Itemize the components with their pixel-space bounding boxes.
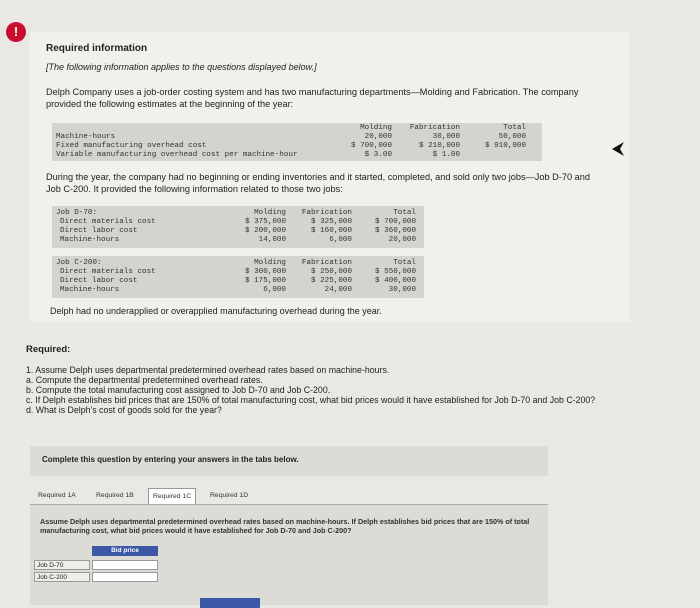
estimates-fabrication-value: $ 210,000 [418,142,460,150]
job-c200-total-header: Total [393,259,416,267]
job-d70-fabrication-value: $ 325,000 [310,218,352,226]
job-c200-bid-price-input[interactable] [92,572,158,582]
job-d70-total-value: $ 360,000 [374,227,416,235]
tab-required-1d[interactable]: Required 1D [210,492,249,499]
job-c200-title: Job C-200: [56,259,102,267]
required-item: 1. Assume Delph uses departmental predetermined overhead rates based on machine-hours. [26,365,390,375]
estimates-fabrication-value: $ 1.00 [432,151,460,159]
job-c200-row-label: Direct labor cost [60,277,138,285]
job-d70-bid-price-input[interactable] [92,560,158,570]
during-year-paragraph: During the year, the company had no beginning or ending inventories and it started, completed, and sold only two jobs—Job D-70 and Job C-200. It provided the following information related to those two jobs: [46,172,590,194]
job-d70-title: Job D-70: [56,209,98,217]
job-d70-total-value: $ 700,000 [374,218,416,226]
job-c200-molding-value: 6,000 [263,286,286,294]
job-d70-molding-value: $ 375,000 [244,218,286,226]
estimates-molding-header: Molding [360,124,392,132]
instructions-text: Complete this question by entering your answers in the tabs below. [42,455,299,464]
estimates-fabrication-header: Fabrication [409,124,460,132]
estimates-row-label: Machine-hours [56,133,116,141]
job-d70-row-label: Direct labor cost [60,227,138,235]
estimates-total-value: $ 910,000 [484,142,526,150]
job-c200-total-value: $ 400,000 [374,277,416,285]
job-d70-fabrication-value: $ 160,000 [310,227,352,235]
job-d70-total-header: Total [393,209,416,217]
estimates-molding-value: $ 3.00 [364,151,392,159]
job-c200-molding-value: $ 300,000 [244,268,286,276]
required-item: a. Compute the departmental predetermined overhead rates. [26,375,263,385]
mouse-cursor-icon [610,140,626,158]
required-item: c. If Delph establishes bid prices that are 150% of total manufacturing cost, what bid prices would it have established for Job D-70 and Job C-200? [26,395,596,405]
next-tab-button[interactable] [200,598,260,608]
estimates-molding-value: $ 700,000 [350,142,392,150]
job-c200-row-label: Direct materials cost [60,268,156,276]
estimates-molding-value: 20,000 [364,133,392,141]
job-c200-molding-header: Molding [254,259,286,267]
estimates-row-label: Variable manufacturing overhead cost per machine-hour [56,151,298,159]
required-list [26,365,626,415]
no-underapplied-note: Delph had no underapplied or overapplied manufacturing overhead during the year. [50,306,382,316]
job-d70-row-label: Job D-70 [34,560,90,570]
job-d70-total-value: 20,000 [388,236,416,244]
job-c200-row-label: Machine-hours [60,286,120,294]
job-d70-fabrication-header: Fabrication [301,209,352,217]
tab-required-1b[interactable]: Required 1B [96,492,134,499]
job-d70-fabrication-value: 6,000 [329,236,352,244]
job-d70-molding-value: 14,000 [258,236,286,244]
job-c200-fabrication-value: $ 225,000 [310,277,352,285]
job-c200-fabrication-header: Fabrication [301,259,352,267]
job-c200-fabrication-value: $ 250,000 [310,268,352,276]
estimates-total-value: 50,000 [498,133,526,141]
required-info-title: Required information [46,43,148,54]
job-d70-molding-value: $ 200,000 [244,227,286,235]
job-d70-row-label: Direct materials cost [60,218,156,226]
required-heading: Required: [26,344,71,355]
estimates-fabrication-value: 30,000 [432,133,460,141]
estimates-total-header: Total [503,124,526,132]
bid-price-column-header: Bid price [92,546,158,556]
job-d70-molding-header: Molding [254,209,286,217]
estimates-row-label: Fixed manufacturing overhead cost [56,142,207,150]
panel-question-text: Assume Delph uses departmental predetermined overhead rates based on machine-hours. If Delph establishes bid prices that are 150% of total manufacturing cost, what bid prices would it have established for Job D-70 and Job C-200? [40,517,530,535]
job-c200-molding-value: $ 175,000 [244,277,286,285]
tab-required-1c[interactable]: Required 1C [148,488,196,504]
tab-required-1a[interactable]: Required 1A [38,492,76,499]
job-c200-row-label: Job C-200 [34,572,90,582]
job-c200-total-value: 30,000 [388,286,416,294]
required-info-subtitle: [The following information applies to the questions displayed below.] [46,62,317,72]
intro-paragraph: Delph Company uses a job-order costing system and has two manufacturing departments—Molding and Fabrication. The company provided the following estimates at the beginning of the year: [46,87,579,109]
required-item: b. Compute the total manufacturing cost assigned to Job D-70 and Job C-200. [26,385,331,395]
job-c200-total-value: $ 550,000 [374,268,416,276]
required-item: d. What is Delph's cost of goods sold for the year? [26,405,222,415]
alert-icon: ! [6,22,26,42]
job-c200-fabrication-value: 24,000 [324,286,352,294]
job-d70-row-label: Machine-hours [60,236,120,244]
